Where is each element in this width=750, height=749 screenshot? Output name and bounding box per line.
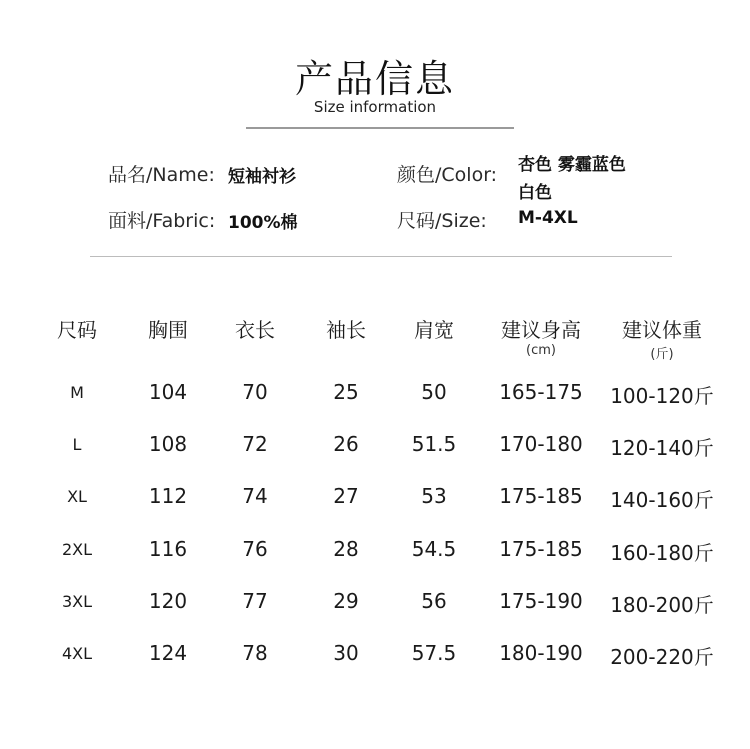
table-cell: 78 (242, 641, 268, 665)
table-cell: 50 (421, 380, 447, 404)
fabric-label: 面料/Fabric: (108, 210, 216, 232)
page-title: 产品信息 (294, 57, 455, 101)
table-cell: 77 (242, 589, 268, 613)
page-subtitle: Size information (313, 98, 437, 116)
size-value: M-4XL (518, 208, 578, 228)
table-cell: 112 (148, 484, 188, 508)
column-unit: (斤) (650, 347, 674, 362)
table-cell: 175-185 (499, 537, 583, 561)
table-cell: 30 (333, 641, 359, 665)
table-cell: 120 (148, 589, 188, 613)
table-cell: 70 (242, 380, 268, 404)
table-cell: 29 (333, 589, 359, 613)
table-cell: 51.5 (411, 432, 457, 456)
row-size-label: 4XL (61, 644, 93, 663)
column-header: 衣长 (235, 318, 275, 342)
size-label: 尺码/Size: (397, 210, 487, 232)
table-cell: 170-180 (499, 432, 583, 456)
column-header: 建议身高 (501, 318, 581, 342)
row-size-label: 3XL (61, 592, 93, 611)
table-cell: 180-190 (499, 641, 583, 665)
table-cell: 54.5 (411, 537, 457, 561)
table-cell: 25 (333, 380, 359, 404)
table-cell: 140-160斤 (610, 488, 714, 512)
column-header: 胸围 (148, 318, 188, 342)
table-cell: 28 (333, 537, 359, 561)
fabric-value: 100%棉 (228, 213, 298, 233)
row-size-label: XL (67, 487, 87, 506)
title-divider (246, 127, 514, 129)
table-cell: 160-180斤 (610, 541, 714, 565)
table-cell: 124 (148, 641, 188, 665)
column-header: 建议体重 (622, 318, 702, 342)
table-cell: 165-175 (499, 380, 583, 404)
row-size-label: 2XL (61, 540, 93, 559)
table-cell: 120-140斤 (610, 436, 714, 460)
table-cell: 72 (242, 432, 268, 456)
table-cell: 108 (148, 432, 188, 456)
row-size-label: M (70, 383, 84, 402)
table-cell: 53 (421, 484, 447, 508)
row-size-label: L (72, 435, 82, 454)
color-value-line1: 杏色 雾霾蓝色 (518, 155, 626, 175)
name-value: 短袖衬衫 (228, 167, 296, 187)
column-header: 袖长 (326, 318, 366, 342)
table-cell: 100-120斤 (610, 384, 714, 408)
column-unit: (cm) (526, 343, 556, 358)
table-cell: 175-185 (499, 484, 583, 508)
table-cell: 27 (333, 484, 359, 508)
section-divider (90, 256, 672, 257)
table-cell: 116 (148, 537, 188, 561)
table-cell: 104 (148, 380, 188, 404)
column-header: 肩宽 (414, 318, 454, 342)
table-cell: 57.5 (411, 641, 457, 665)
table-cell: 200-220斤 (610, 645, 714, 669)
name-label: 品名/Name: (108, 164, 215, 186)
color-label: 颜色/Color: (397, 164, 498, 186)
table-cell: 74 (242, 484, 268, 508)
table-cell: 175-190 (499, 589, 583, 613)
table-cell: 56 (421, 589, 447, 613)
table-cell: 180-200斤 (610, 593, 714, 617)
table-cell: 26 (333, 432, 359, 456)
table-cell: 76 (242, 537, 268, 561)
column-header: 尺码 (57, 318, 97, 342)
color-value-line2: 白色 (518, 183, 552, 203)
